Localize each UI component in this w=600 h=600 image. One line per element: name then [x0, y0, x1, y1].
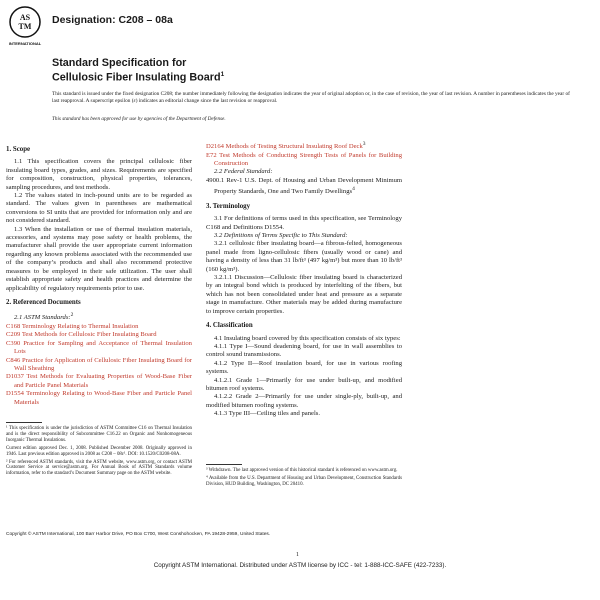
reference-link[interactable]: D1037	[6, 373, 24, 381]
title-footnote-mark: 1	[220, 71, 225, 78]
svg-text:AS: AS	[19, 13, 31, 22]
classification-4-1-1: 4.1.1 Type I—Sound deadening board, for use in wall assemblies to control sound transmissions.	[206, 342, 402, 359]
classification-4-1-2: 4.1.2 Type II—Roof insulation board, for use in various roofing systems.	[206, 359, 402, 376]
astm-reference-list	[6, 323, 192, 407]
terminology-heading: 3. Terminology	[206, 202, 251, 210]
reference-link[interactable]: C209	[6, 331, 21, 339]
right-column	[206, 140, 402, 419]
reference-item: D1037 Test Methods for Evaluating Properties of Wood-Base Fiber and Particle Panel Materials	[6, 373, 192, 389]
scope-1-1: 1.1 This specification covers the principal cellulosic fiber insulating board types, grades, and sizes. Requirements are specified for composition, construction, physical properties, tolerances, sampling procedures, and test methods.	[6, 158, 192, 191]
footnote-1: ¹ This specification is under the jurisdiction of ASTM Committee C16 on Thermal Insulation and is the direct responsibility of Subcommittee C16.22 on Organic and Nonhomogeneous Inorganic Thermal Insulations.	[6, 426, 192, 443]
reference-link[interactable]: C390	[6, 339, 21, 347]
designation: Designation: C208 – 08a	[52, 14, 173, 26]
scope-1-3: 1.3 When the installation or use of thermal insulation materials, accessories, and systems may pose safety or health problems, the manufacturer shall provide the user appropriate current information regarding any known problems associated with the recommended use of the company’s products and shall also recommend protective measures to be employed in their safe utilization. The user shall establish appropriate safety and health practices and determine the applicability of regulatory requirements prior to use.	[6, 225, 192, 292]
federal-standard-label: 2.2 Federal Standard:	[214, 168, 273, 176]
svg-text:INTERNATIONAL: INTERNATIONAL	[8, 41, 42, 46]
title-line-1: Standard Specification for	[52, 57, 187, 69]
reference-link[interactable]: C168	[6, 322, 21, 330]
reference-link[interactable]: D2164	[206, 143, 224, 151]
referenced-docs-heading: 2. Referenced Documents	[6, 298, 81, 306]
footnote-1-edition: Current edition approved Dec. 1, 2008. Published December 2008. Originally approved in 1946. Last previous edition approved in 2008 as C208 – 08ε¹. DOI: 10.1520/C0208-08A.	[6, 445, 192, 457]
classification-4-1: 4.1 Insulating board covered by this specification consists of six types:	[214, 334, 401, 342]
reference-item: E72 Test Methods of Conducting Strength Tests of Panels for Building Construction	[206, 151, 403, 167]
reference-item: C390 Practice for Sampling and Acceptance of Thermal Insulation Lots	[6, 339, 192, 356]
footnote-rule-left	[6, 422, 42, 423]
scope-heading: 1. Scope	[6, 146, 31, 153]
reference-link[interactable]: C846	[6, 356, 21, 364]
copyright-line: Copyright © ASTM International, 100 Barr Harbor Drive, PO Box C700, West Conshohocken, PA 19428-2959, United States.	[6, 532, 271, 537]
document-title	[52, 57, 382, 84]
reference-link[interactable]: E72	[206, 151, 217, 159]
classification-4-1-3: 4.1.3 Type III—Ceiling tiles and panels.	[214, 410, 320, 418]
license-line: Copyright ASTM International. Distributed under ASTM license by ICC - tel: 1-888-ICC-SAFE (422-7233).	[153, 562, 447, 569]
reference-item: C209 Test Methods for Cellulosic Fiber Insulating Board	[6, 331, 157, 339]
terminology-3-2-1: 3.2.1 cellulosic fiber insulating board—a fibrous-felted, homogeneous panel made from ligno-cellulosic fibers (usually wood or cane) and having a density of less than 31 lb/ft³ (497 kg/m³) but more than 10 lb/ft³ (160 kg/m³).	[206, 240, 402, 273]
terminology-3-1: 3.1 For definitions of terms used in this specification, see Terminology C168 and Definitions D1554.	[206, 215, 402, 231]
footnotes-left	[6, 426, 192, 477]
approval-note: This standard has been approved for use by agencies of the Department of Defense.	[52, 116, 226, 122]
classification-4-1-2-2: 4.1.2.2 Grade 2—Primarily for use under single-ply, built-up, and modified bitumen roofing systems.	[206, 393, 402, 409]
astm-logo	[8, 6, 42, 48]
footnote-3: ³ Withdrawn. The last approved version of this historical standard is referenced on www.astm.org.	[206, 468, 398, 473]
terminology-3-2: 3.2 Definitions of Terms Specific to This Standard:	[214, 232, 348, 240]
footnote-4: ⁴ Available from the U.S. Department of Housing and Urban Development, Construction Standards Division, HUD Building, Washington, DC 20410.	[206, 475, 402, 487]
title-line-2: Cellulosic Fiber Insulating Board	[52, 71, 221, 84]
footnote-rule-right	[206, 464, 242, 465]
reference-item: D1554 Terminology Relating to Wood-Base Fiber and Particle Panel Materials	[6, 390, 192, 406]
footnote-2: ² For referenced ASTM standards, visit the ASTM website, www.astm.org, or contact ASTM Customer Service at service@astm.org. For Annual Book of ASTM Standards volume information, refer to the standard’s Document Summary page on the ASTM website.	[6, 459, 192, 477]
reference-item: C168 Terminology Relating to Thermal Insulation	[6, 322, 139, 330]
classification-heading: 4. Classification	[206, 322, 253, 330]
svg-text:TM: TM	[18, 22, 32, 31]
reference-link[interactable]: D1554	[6, 390, 24, 398]
left-column	[6, 140, 192, 407]
footnotes-right	[206, 468, 402, 488]
terminology-3-2-1-1: 3.2.1.1 Discussion—Cellulosic fiber insulating board is characterized by an integral bond which is produced by interfelting of the fibers, but which has not been consolidated under heat and pressure as a separate stage in manufacture. Other materials may be added during manufacture to improve certain properties.	[206, 274, 402, 315]
page-number: 1	[296, 552, 299, 558]
scope-1-2: 1.2 The values stated in inch-pound units are to be regarded as standard. The values given in parentheses are mathematical conversions to SI units that are provided for information only and are not considered standard.	[6, 192, 192, 225]
classification-4-1-2-1: 4.1.2.1 Grade 1—Primarily for use under built-up, and modified bitumen roof systems.	[206, 376, 402, 392]
standard-issuance-note: This standard is issued under the fixed designation C208; the number immediately following the designation indicates the year of original adoption or, in the case of revision, the year of last revision. A number in parentheses indicates the year of last reapproval. A superscript epsilon (ε) indicates an editorial change since the last revision or reapproval.	[52, 91, 570, 104]
federal-standard-item: 4900.1 Rev-1 U.S. Dept. of Housing and Urban Development Minimum Property Standards, One and Two Family Dwellings$^4$	[206, 176, 402, 196]
reference-item: D2164 Methods of Testing Structural Insulating Roof Deck$^3$	[206, 141, 366, 151]
reference-item: C846 Practice for Application of Cellulosic Fiber Insulating Board for Wall Sheathing	[6, 356, 192, 372]
astm-standards-label: 2.1 ASTM Standards:$^2$	[14, 312, 74, 322]
